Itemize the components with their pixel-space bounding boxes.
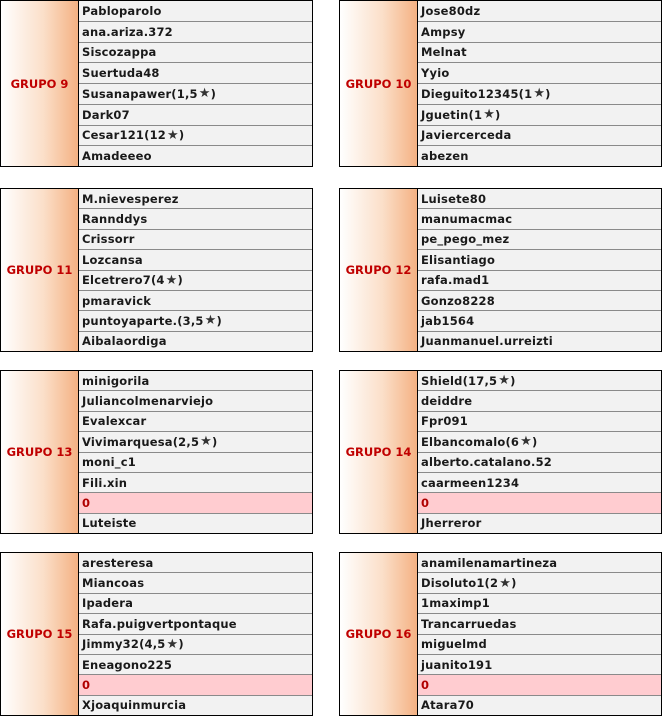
member-name: miguelmd [421,637,487,652]
member-name-close: ) [177,273,183,288]
member-name: Atara70 [421,698,474,713]
member-row [79,63,312,84]
member-name-close: ) [216,313,222,328]
member-name: Ipadera [82,596,134,611]
member-name: Trancarruedas [421,616,517,631]
member-row [418,230,661,250]
member-row [79,126,312,147]
member-name: moni_c1 [82,455,136,470]
member-name: Jguetin(1 [421,107,483,122]
member-list [418,371,661,533]
group-grupo-9 [0,0,313,167]
member-name-close: ) [212,434,218,449]
member-row [79,146,312,166]
group-label-cell [1,1,79,166]
group-label-cell [340,371,418,533]
group-label: GRUPO 16 [345,627,412,641]
member-name: Elbancomalo(6 [421,434,520,449]
member-row [79,675,312,695]
star-icon: ★ [520,434,532,450]
group-grupo-14 [339,370,662,534]
member-row [79,22,312,43]
member-row [418,63,661,84]
member-name: Crissorr [82,232,135,247]
member-name: Vivimarquesa(2,5 [82,434,200,449]
member-name: Fpr091 [421,414,468,429]
group-label-cell [340,189,418,351]
member-name: alberto.catalano.52 [421,455,552,470]
member-row [79,271,312,291]
member-row [418,493,661,513]
member-name: Suertuda48 [82,66,160,81]
member-row [418,209,661,229]
member-name: Rafa.puigvertpontaque [82,616,237,631]
member-row [418,291,661,311]
group-label-cell [1,189,79,351]
member-row [79,514,312,533]
group-grupo-15 [0,552,313,716]
group-grupo-11 [0,188,313,352]
member-row [418,391,661,411]
member-name: Xjoaquinmurcia [82,698,187,713]
member-name: Yyio [421,66,450,81]
star-icon: ★ [200,434,213,450]
member-name: minigorila [82,373,150,388]
member-row [79,311,312,331]
member-row [418,43,661,64]
member-row [418,412,661,432]
member-name: 0 [421,495,430,510]
member-row [79,614,312,634]
member-row [418,614,661,634]
group-grupo-13 [0,370,313,534]
member-row [418,189,661,209]
member-row [79,655,312,675]
member-name: jab1564 [421,313,475,328]
member-name: Disoluto1(2 [421,576,499,591]
member-name: 0 [82,495,91,510]
member-name: Eneagono225 [82,657,173,672]
member-name: 0 [82,677,91,692]
member-row [418,332,661,351]
member-name-close: ) [532,434,538,449]
member-row [79,209,312,229]
member-row [79,432,312,452]
member-row [418,84,661,105]
member-row [79,635,312,655]
group-label-cell [340,1,418,166]
group-label: GRUPO 11 [6,263,73,277]
group-label: GRUPO 9 [10,76,69,91]
member-list [79,553,312,715]
member-row [418,311,661,331]
member-row [418,514,661,533]
member-row [79,553,312,573]
member-name: Siscozappa [82,45,157,60]
member-name: Juliancolmenarviejo [82,394,214,409]
member-name: abezen [421,149,469,164]
member-name: 1maximp1 [421,596,490,611]
member-row [79,371,312,391]
member-name: Melnat [421,45,467,60]
member-list [79,1,312,166]
member-name: Pabloparolo [82,3,162,18]
member-name: Javiercerceda [421,128,512,143]
group-label: GRUPO 10 [345,76,412,91]
member-row [79,412,312,432]
member-name: deiddre [421,394,473,409]
member-row [79,84,312,105]
member-row [418,453,661,473]
member-name: Jimmy32(4,5 [82,637,166,652]
member-name-close: ) [210,86,217,101]
member-row [418,22,661,43]
group-grupo-16 [339,552,662,716]
member-name: Elisantiago [421,252,496,267]
star-icon: ★ [498,373,511,389]
member-row [79,696,312,715]
member-row [79,250,312,270]
member-row [79,573,312,593]
member-name: Dieguito12345(1 [421,86,533,101]
member-name: Luisete80 [421,191,487,206]
member-row [418,1,661,22]
member-name: Rannddys [82,212,148,227]
member-list [79,371,312,533]
member-name: Gonzo8228 [421,293,495,308]
member-row [79,43,312,64]
star-icon: ★ [166,636,179,652]
member-row [418,573,661,593]
member-row [79,291,312,311]
member-name-close: ) [178,128,185,143]
member-name: Shield(17,5 [421,373,498,388]
member-name: Evalexcar [82,414,147,429]
group-label-cell [1,371,79,533]
member-name: Susanapawer(1,5 [82,86,198,101]
member-row [418,146,661,166]
member-name: Cesar121(12 [82,128,166,143]
member-name: Aibalaordiga [82,334,167,349]
group-grupo-10 [339,0,662,167]
member-row [79,453,312,473]
member-row [79,594,312,614]
member-row [418,432,661,452]
member-list [79,189,312,351]
member-name: Lozcansa [82,252,143,267]
member-row [418,675,661,695]
group-label-cell [1,553,79,715]
member-name: Jose80dz [421,3,481,18]
member-name: aresteresa [82,555,154,570]
member-row [418,655,661,675]
member-name: Fili.xin [82,475,128,490]
member-row [418,105,661,126]
member-row [79,493,312,513]
star-icon: ★ [483,107,496,123]
star-icon: ★ [204,313,217,329]
member-row [418,594,661,614]
member-row [79,473,312,493]
member-name: puntoyaparte.(3,5 [82,313,204,328]
group-grupo-12 [339,188,662,352]
member-row [418,696,661,715]
member-name: 0 [421,677,430,692]
star-icon: ★ [166,127,179,143]
member-row [79,189,312,209]
member-name: Elcetrero7(4 [82,273,165,288]
star-icon: ★ [198,86,211,102]
group-label: GRUPO 12 [345,263,412,277]
group-label: GRUPO 14 [345,445,412,459]
member-name-close: ) [510,373,516,388]
member-row [418,371,661,391]
member-name: Dark07 [82,107,130,122]
member-row [418,271,661,291]
member-list [418,189,661,351]
member-name: Jherreror [421,516,482,531]
member-name: M.nievesperez [82,191,179,206]
member-name: anamilenamartineza [421,555,558,570]
group-label: GRUPO 13 [6,445,73,459]
member-name-close: ) [178,637,184,652]
member-name: pe_pego_mez [421,232,510,247]
member-row [79,391,312,411]
member-name: Luteiste [82,516,137,531]
member-name: rafa.mad1 [421,273,490,288]
member-row [418,250,661,270]
member-row [79,105,312,126]
member-row [79,1,312,22]
member-row [418,126,661,147]
member-name: juanito191 [421,657,493,672]
star-icon: ★ [533,86,546,102]
member-name-close: ) [495,107,501,122]
star-icon: ★ [499,575,512,591]
member-name-close: ) [511,576,517,591]
member-row [79,332,312,351]
member-name: Miancoas [82,576,145,591]
member-name: Juanmanuel.urreizti [421,334,553,349]
member-list [418,1,661,166]
member-name: manumacmac [421,212,513,227]
member-name: pmaravick [82,293,152,308]
member-row [418,635,661,655]
member-name-close: ) [545,86,551,101]
member-name: Amadeeeo [82,149,152,164]
member-name: ana.ariza.372 [82,24,173,39]
member-row [79,230,312,250]
member-row [418,473,661,493]
group-label: GRUPO 15 [6,627,73,641]
star-icon: ★ [165,272,178,288]
group-label-cell [340,553,418,715]
member-name: caarmeen1234 [421,475,520,490]
member-list [418,553,661,715]
member-row [418,553,661,573]
member-name: Ampsy [421,24,466,39]
